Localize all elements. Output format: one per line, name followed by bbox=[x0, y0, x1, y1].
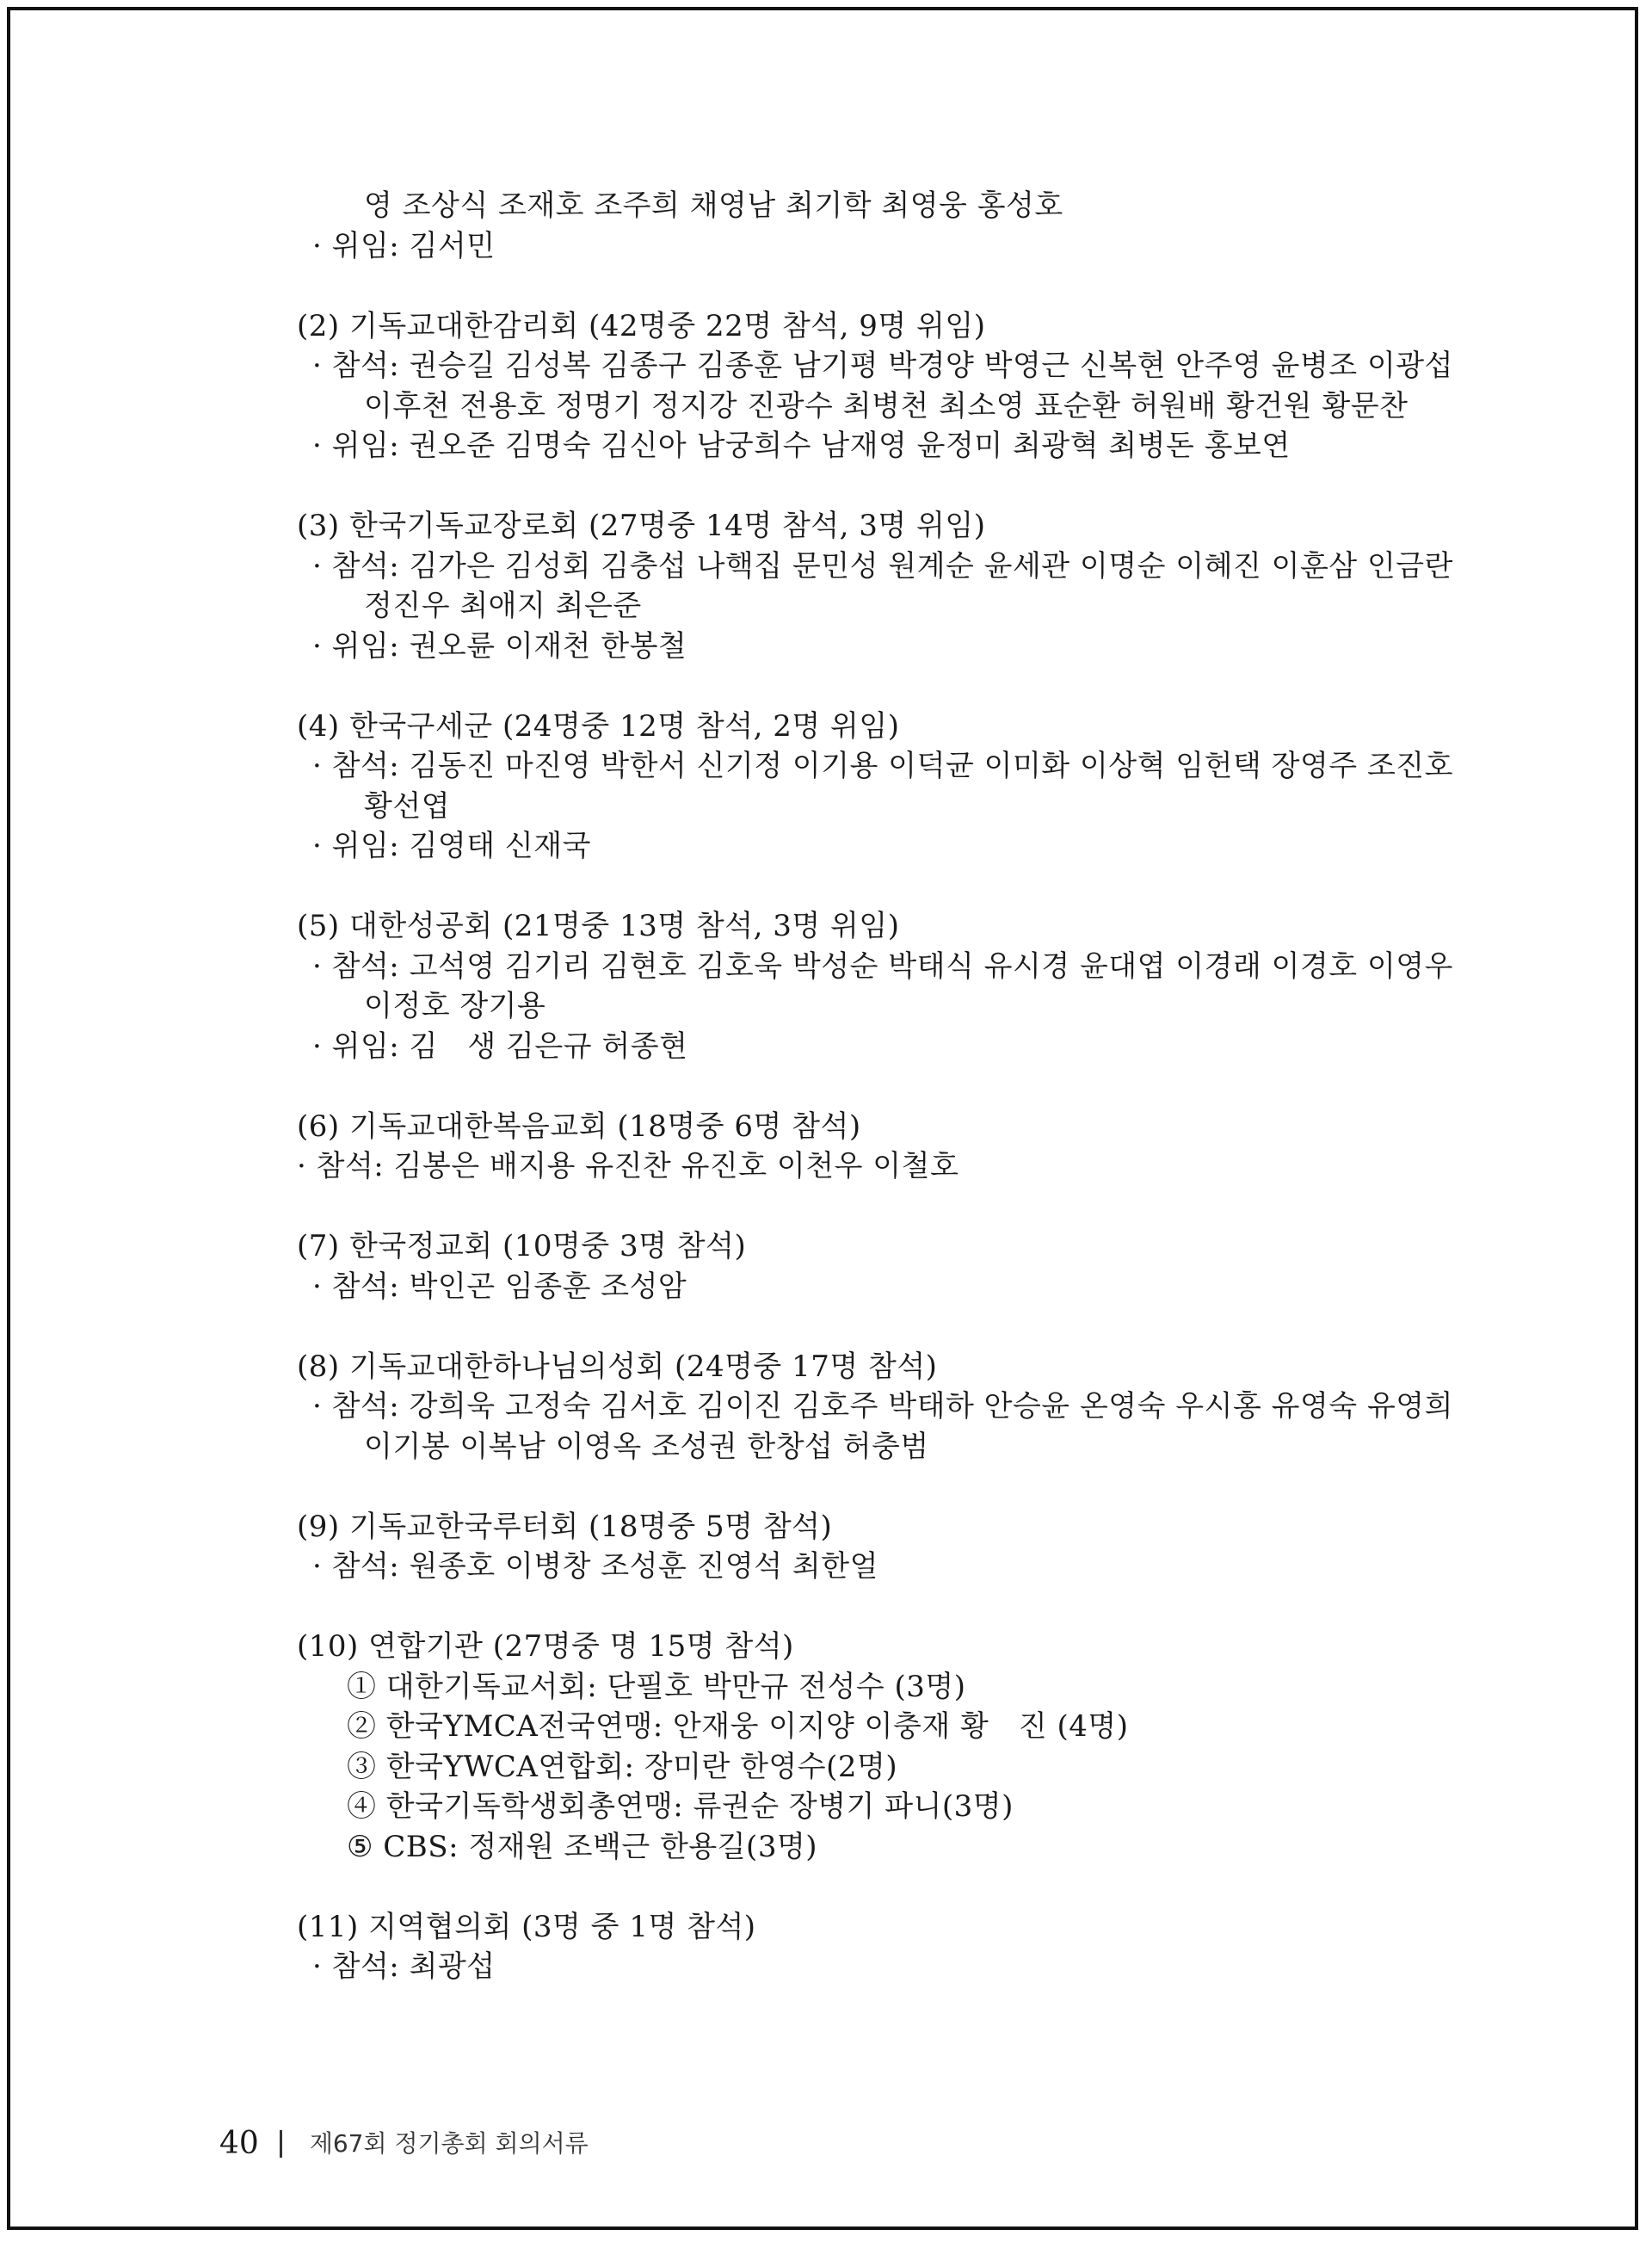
text-line: · 참석: 김가은 김성회 김충섭 나핵집 문민성 원계순 윤세관 이명순 이혜진 이훈삼 인금란 bbox=[312, 548, 1453, 584]
section-heading: (8) 기독교대한하나님의성회 (24명중 17명 참석) bbox=[297, 1349, 938, 1384]
text-line: · 위임: 김영태 신재국 bbox=[312, 829, 591, 863]
text-line: · 위임: 권오륜 이재천 한봉철 bbox=[312, 628, 687, 664]
page-footer bbox=[219, 2124, 589, 2164]
section-heading: (5) 대한성공회 (21명중 13명 참석, 3명 위임) bbox=[297, 909, 900, 943]
spacer bbox=[297, 1867, 1450, 1907]
spacer bbox=[297, 466, 1450, 507]
footer-divider bbox=[280, 2130, 282, 2158]
text-line: · 참석: 김동진 마진영 박한서 신기정 이기용 이덕균 이미화 이상혁 임헌택 장영주 조진호 bbox=[312, 749, 1453, 783]
text-line: ⑤ CBS: 정재원 조백근 한용길(3명) bbox=[347, 1829, 818, 1864]
text-line: · 위임: 권오준 김명숙 김신아 남궁희수 남재영 윤정미 최광혁 최병돈 홍보연 bbox=[312, 429, 1291, 463]
text-line: ② 한국YMCA전국연맹: 안재웅 이지양 이충재 황 진 (4명) bbox=[347, 1709, 1129, 1744]
text-line: ④ 한국기독학생회총연맹: 류권순 장병기 파니(3명) bbox=[347, 1789, 1014, 1824]
spacer bbox=[297, 266, 1450, 306]
spacer bbox=[297, 867, 1450, 907]
text-line: · 참석: 원종호 이병창 조성훈 진영석 최한얼 bbox=[312, 1549, 878, 1584]
section-heading: (2) 기독교대한감리회 (42명중 22명 참석, 9명 위임) bbox=[297, 308, 986, 343]
section-heading: (11) 지역협의회 (3명 중 1명 참석) bbox=[297, 1909, 756, 1944]
spacer bbox=[297, 1467, 1450, 1507]
text-line: 이후천 전용호 정명기 정지강 진광수 최병천 최소영 표순환 허원배 황건원 황문찬 bbox=[364, 388, 1409, 423]
text-line: 영 조상식 조재호 조주희 채영남 최기학 최영웅 홍성호 bbox=[364, 188, 1063, 223]
text-line: 황선엽 bbox=[364, 788, 451, 824]
text-line: 정진우 최애지 최은준 bbox=[364, 589, 642, 623]
spacer bbox=[297, 1306, 1450, 1347]
page-number: 40 bbox=[219, 2126, 259, 2161]
document-body bbox=[297, 186, 1453, 1987]
text-line: 이기봉 이복남 이영옥 조성권 한창섭 허충범 bbox=[364, 1429, 929, 1464]
spacer bbox=[297, 1587, 1450, 1627]
text-line: 이정호 장기용 bbox=[364, 989, 546, 1023]
section-heading: (3) 한국기독교장로회 (27명중 14명 참석, 3명 위임) bbox=[297, 509, 986, 543]
footer-title: 제67회 정기총회 회의서류 bbox=[309, 2129, 589, 2158]
spacer bbox=[297, 666, 1450, 707]
text-line: · 참석: 강희욱 고정숙 김서호 김이진 김호주 박태하 안승윤 온영숙 우시홍 유영숙 유영희 bbox=[312, 1389, 1453, 1424]
section-heading: (10) 연합기관 (27명중 명 15명 참석) bbox=[297, 1629, 794, 1664]
section-heading: (4) 한국구세군 (24명중 12명 참석, 2명 위임) bbox=[297, 708, 900, 744]
text-line: · 참석: 고석영 김기리 김현호 김호욱 박성순 박태식 유시경 윤대엽 이경래 이경호 이영우 bbox=[312, 948, 1453, 984]
spacer bbox=[297, 1066, 1450, 1107]
text-line: · 참석: 박인곤 임종훈 조성암 bbox=[312, 1269, 687, 1304]
text-line: · 참석: 최광섭 bbox=[312, 1949, 496, 1984]
section-heading: (6) 기독교대한복음교회 (18명중 6명 참석) bbox=[297, 1109, 861, 1144]
section-heading: (7) 한국정교회 (10명중 3명 참석) bbox=[297, 1229, 747, 1263]
spacer bbox=[297, 1187, 1450, 1227]
section-heading: (9) 기독교한국루터회 (18명중 5명 참석) bbox=[297, 1509, 833, 1544]
text-line: · 참석: 김봉은 배지용 유진찬 유진호 이천우 이철호 bbox=[297, 1149, 959, 1183]
text-line: ① 대한기독교서회: 단필호 박만규 전성수 (3명) bbox=[347, 1669, 966, 1704]
text-line: · 위임: 김서민 bbox=[312, 228, 496, 263]
text-line: · 참석: 권승길 김성복 김종구 김종훈 남기평 박경양 박영근 신복현 안주영 윤병조 이광섭 bbox=[312, 349, 1453, 383]
text-line: · 위임: 김 생 김은규 허종현 bbox=[312, 1028, 688, 1064]
text-line: ③ 한국YWCA연합회: 장미란 한영수(2명) bbox=[347, 1749, 898, 1784]
